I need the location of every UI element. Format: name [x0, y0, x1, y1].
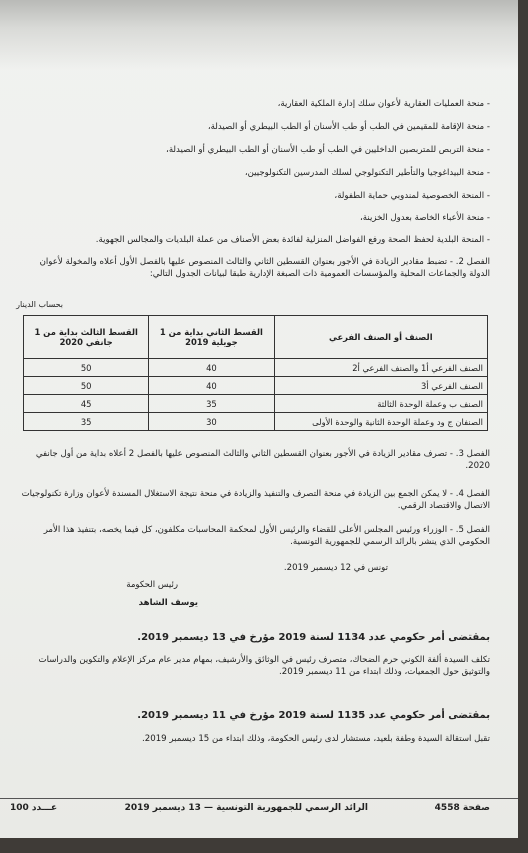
increase-table [23, 315, 488, 431]
bullet-item: - منحة العمليات العقارية لأعوان سلك إدارة الملكية العقارية، [20, 98, 490, 110]
decree-heading: بمقتضى أمر حكومي عدد 1135 لسنة 2019 مؤرخ في 11 ديسمبر 2019. [137, 710, 490, 721]
decree-heading: بمقتضى أمر حكومي عدد 1134 لسنة 2019 مؤرخ في 13 ديسمبر 2019. [137, 632, 490, 643]
value-cell: 50 [24, 359, 149, 377]
page-footer [0, 798, 518, 819]
article-5: الفصل 5. - الوزراء ورئيس المجلس الأعلى للقضاء والرئيس الأول لمحكمة المحاسبات مكلفون، كل فيما يخصه، بتنفيذ هذا الأمر الحكومي الذي ينشر بالرائد الرسمي للجمهورية التونسية. [43, 525, 490, 547]
journal-name: الرائد الرسمي للجمهورية التونسية — 13 ديسمبر 2019 [124, 803, 368, 813]
signer-name: يوسف الشاهد [138, 598, 198, 608]
table-unit: بحساب الدينار [16, 300, 63, 309]
value-cell: 45 [24, 395, 149, 413]
decree-body: تكلف السيدة ألفة الكوني حرم الضحاك، متصرف رئيس في الوثائق والأرشيف، بمهام مدير عام مركز الإعلام والتكوين والدراسات والتوثيق حول الجمعيات، وذلك ابتداء من 11 ديسمبر 2019. [38, 655, 490, 677]
value-cell: 35 [24, 413, 149, 431]
article-3: الفصل 3. - تصرف مقادير الزيادة في الأجور بعنوان القسطين الثاني والثالث المنصوص عليها بالفصل 2 أعلاه بداية من أول جانفي 2020. [35, 449, 490, 471]
value-cell: 40 [149, 359, 274, 377]
table-row [24, 413, 488, 431]
row-label: الصنفان ج ود وعملة الوحدة الثانية والوحدة الأولى [274, 413, 487, 431]
bullet-item: - المنحة الخصوصية لمندوبي حماية الطفولة، [20, 190, 490, 202]
bullet-item: - المنحة البلدية لحفظ الصحة ورفع الفواضل المنزلية لفائدة بعض الأصناف من عملة البلديات والمجالس الجهوية. [20, 234, 490, 246]
value-cell: 30 [149, 413, 274, 431]
table-row [24, 377, 488, 395]
date-place: تونس في 12 ديسمبر 2019. [283, 563, 388, 573]
row-label: الصنف الفرعي أ3 [274, 377, 487, 395]
bullet-item: - منحة الأعباء الخاصة بعدول الخزينة، [20, 212, 490, 224]
value-cell: 40 [149, 377, 274, 395]
table-header: القسط الثاني بداية من 1 جويلية 2019 [149, 316, 274, 359]
table-row [24, 359, 488, 377]
value-cell: 35 [149, 395, 274, 413]
article-2: الفصل 2. - تضبط مقادير الزيادة في الأجور بعنوان القسطين الثاني والثالث المنصوص عليها بالفصل الأول أعلاه والمخولة لأعوان الدولة والجماعات المحلية والمؤسسات العمومية ذات الصبغة الإدارية طبقا لبيانات الجدول التالي: [39, 257, 490, 279]
value-cell: 50 [24, 377, 149, 395]
issue-number: عـــدد 100 [10, 803, 58, 813]
bullet-item: - منحة البيداغوجيا والتأطير التكنولوجي لسلك المدرسين التكنولوجيين، [20, 167, 490, 179]
table-row [24, 395, 488, 413]
table-header: القسط الثالث بداية من 1 جانفي 2020 [24, 316, 149, 359]
bullet-item: - منحة الإقامة للمقيمين في الطب أو طب الأسنان أو الطب البيطري أو الصيدلة، [20, 121, 490, 133]
table-header-row [24, 316, 488, 359]
decree-body: تقبل استقالة السيدة وطفة بلعيد، مستشار لدى رئيس الحكومة، وذلك ابتداء من 15 ديسمبر 2019. [142, 734, 490, 744]
table-header: الصنف أو الصنف الفرعي [274, 316, 487, 359]
page-number: صفحة 4558 [434, 803, 490, 813]
page-shadow [0, 0, 518, 70]
article-4: الفصل 4. - لا يمكن الجمع بين الزيادة في منحة التصرف والتنفيذ والزيادة في منحة نتيجة الاستغلال المسندة لأعوان وزارة تكنولوجيات الاتصال والاقتصاد الرقمي. [21, 489, 490, 511]
row-label: الصنف الفرعي أ1 والصنف الفرعي أ2 [274, 359, 487, 377]
row-label: الصنف ب وعملة الوحدة الثالثة [274, 395, 487, 413]
signer-title: رئيس الحكومة [126, 580, 178, 590]
bullet-item: - منحة التربص للمتربصين الداخليين في الطب أو طب الأسنان أو الطب البيطري أو الصيدلة، [20, 144, 490, 156]
